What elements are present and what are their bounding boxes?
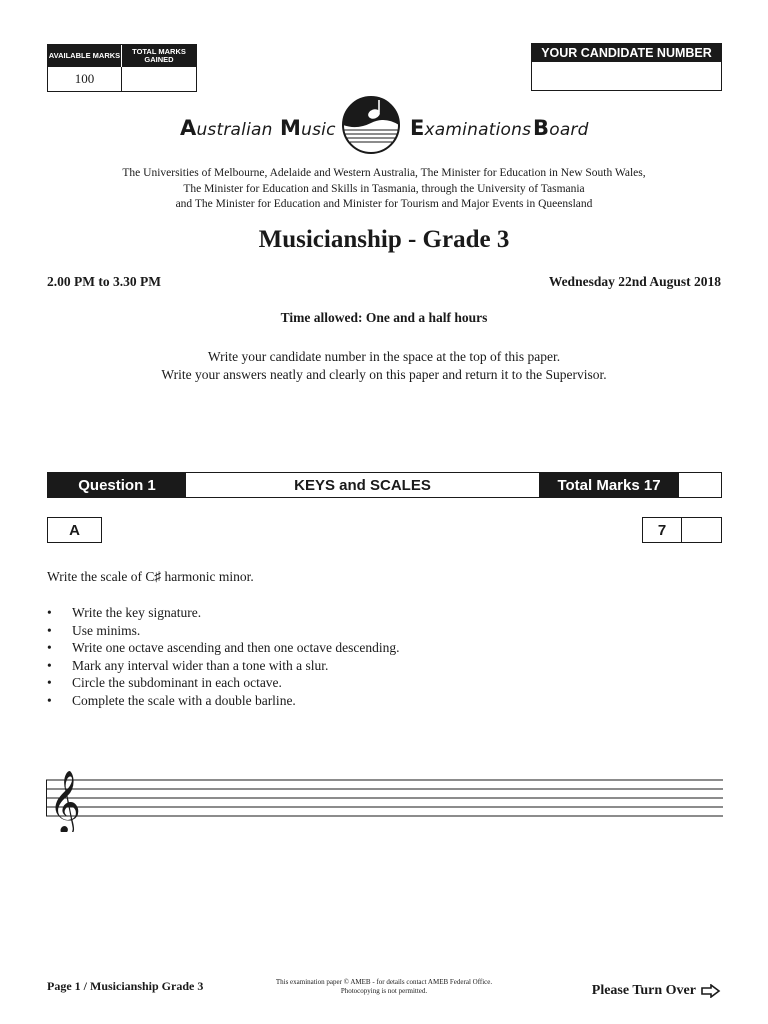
question-total-marks: Total Marks 17 [539,473,679,497]
logo-word-examinations: Examinations [410,116,532,140]
instruction-bullets [47,604,399,709]
session-time: 2.00 PM to 3.30 PM [47,274,161,289]
turn-over-note [592,983,721,999]
staff-lines [46,780,723,816]
bullet-item: • Mark any interval wider than a tone with a slur. [47,657,399,675]
affiliation-line: The Universities of Melbourne, Adelaide and Western Australia, The Minister for Education in New South Wales, [122,167,646,179]
logo-emblem-icon [340,94,402,156]
question-header [47,472,722,498]
session-date: Wednesday 22nd August 2018 [548,274,721,289]
section-marks-gained-field[interactable] [682,518,721,542]
music-staff[interactable] [46,760,723,832]
bullet-item: • Write one octave ascending and then one octave descending. [47,639,399,657]
question-label: Question 1 [48,473,186,497]
section-prompt: Write the scale of C♯ harmonic minor. [47,569,254,584]
logo-word-board: Board [533,116,589,140]
bullet-item: • Circle the subdominant in each octave. [47,674,399,692]
affiliation-line: The Minister for Education and Skills in Tasmania, through the University of Tasmania [183,182,585,195]
affiliations [0,166,768,213]
candidate-number-label: YOUR CANDIDATE NUMBER [532,44,721,62]
marks-box [47,44,197,92]
copyright-line: This examination paper © AMEB - for details contact AMEB Federal Office. [275,978,493,986]
copyright-line: Photocopying is not permitted. [340,987,428,995]
turn-over-label: Please Turn Over [591,983,696,998]
affiliation-line: and The Minister for Education and Minister for Tourism and Major Events in Queensland [175,198,593,210]
page-footer-label: Page 1 / Musicianship Grade 3 [47,979,204,993]
candidate-number-box[interactable] [531,43,722,91]
bullet-item: • Write the key signature. [47,604,399,622]
logo-word-music: Music [280,116,336,140]
total-marks-gained-label: TOTAL MARKS GAINED [122,45,196,67]
arrow-right-icon [701,984,721,998]
treble-clef-icon: 𝄞 [49,770,81,832]
question-topic: KEYS and SCALES [294,476,431,494]
available-marks-value: 100 [48,67,122,91]
time-allowed: Time allowed: One and a half hours [280,310,488,325]
bullet-item: • Complete the scale with a double barline. [47,692,399,710]
section-letter: A [47,517,102,543]
section-marks-available: 7 [643,518,682,542]
logo-word-australian: Australian [180,116,273,140]
available-marks-label: AVAILABLE MARKS [48,45,122,67]
instructions [0,348,768,384]
instruction-line: Write your candidate number in the space at the top of this paper. [207,349,561,364]
ameb-logo [170,94,600,156]
candidate-number-field[interactable] [532,62,721,90]
exam-title: Musicianship - Grade 3 [258,226,510,253]
question-marks-gained-field[interactable] [679,473,721,497]
instruction-line: Write your answers neatly and clearly on this paper and return it to the Supervisor. [161,367,607,382]
section-marks-box [642,517,722,543]
total-marks-gained-field[interactable] [122,67,196,91]
bullet-item: • Use minims. [47,622,399,640]
